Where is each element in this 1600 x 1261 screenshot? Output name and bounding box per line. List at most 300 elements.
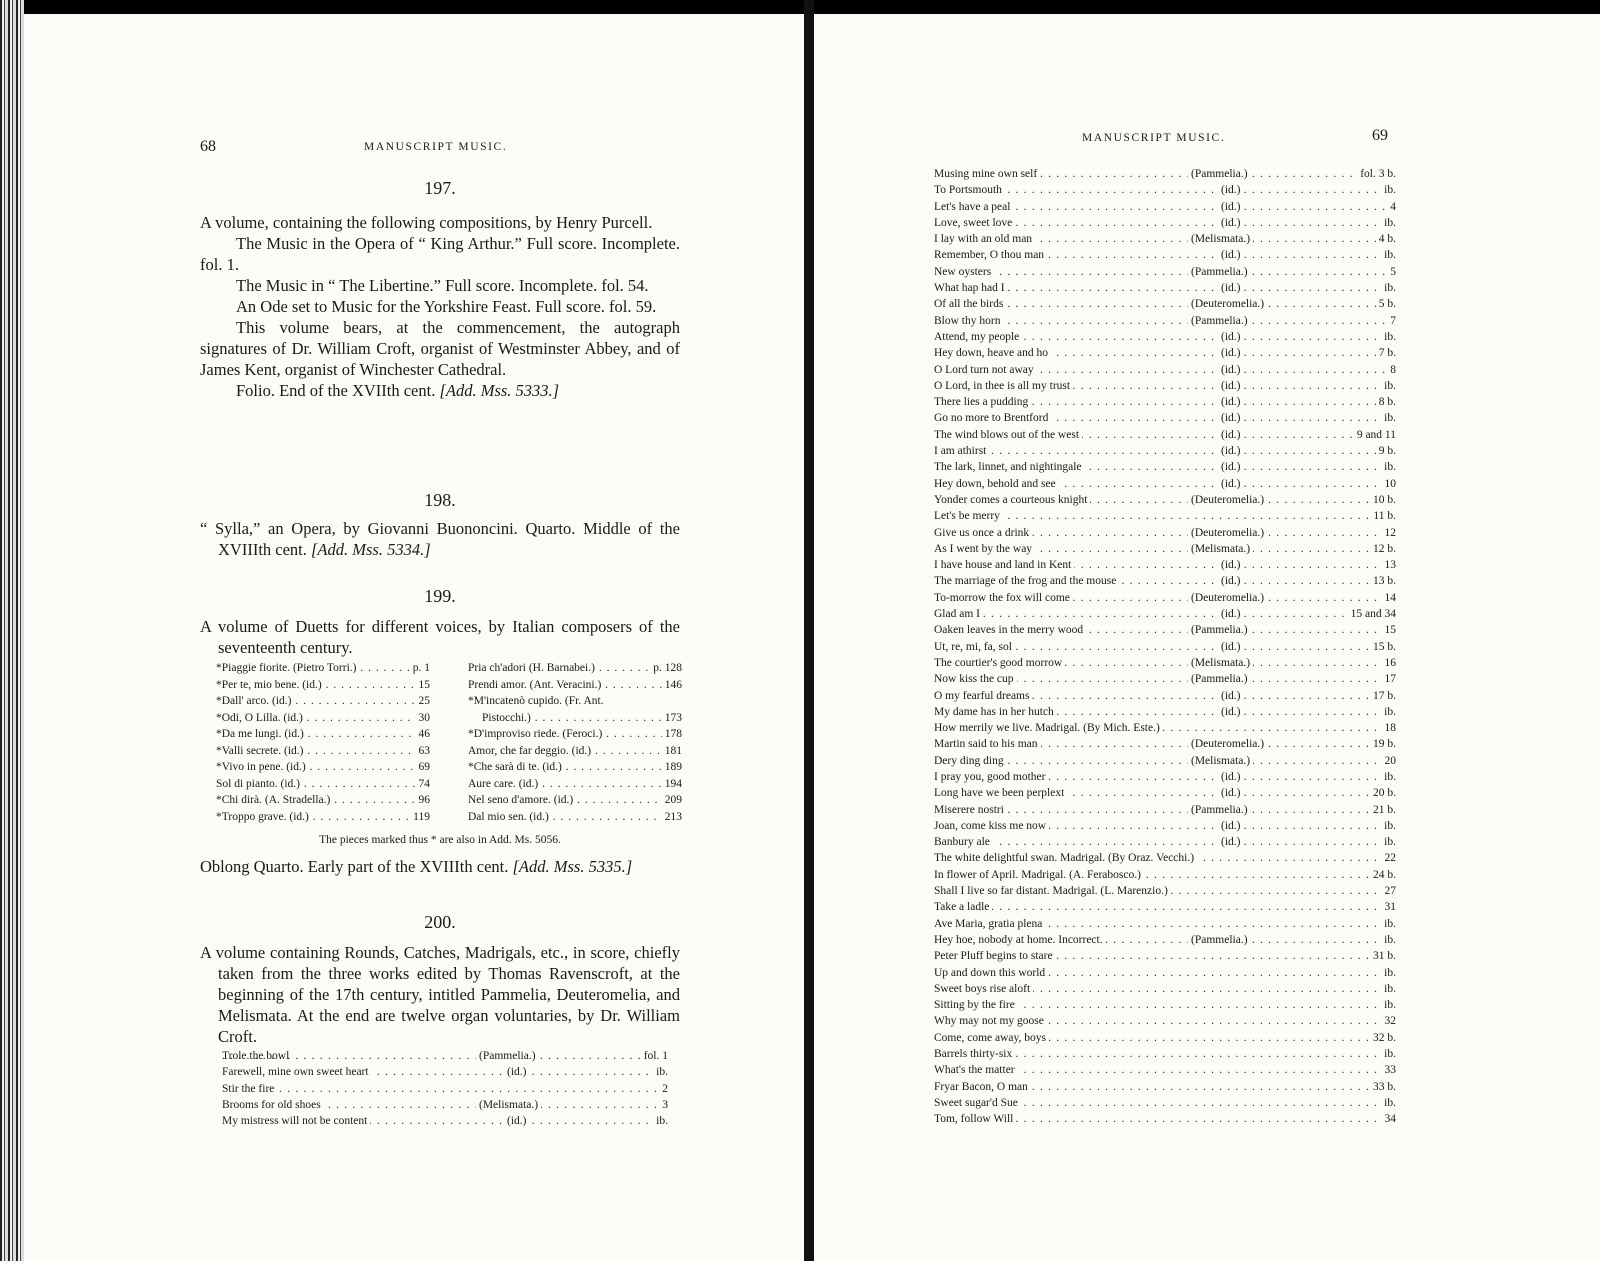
round-source: (id.) <box>1218 704 1243 720</box>
round-source: (id.) <box>1218 606 1243 622</box>
round-title: The lark, linnet, and nightingale <box>934 459 1085 475</box>
list-item <box>934 834 1396 850</box>
list-item <box>468 776 682 793</box>
duet-title: Sol di pianto. (id.) . . . <box>216 778 430 790</box>
round-folio: 14 <box>1382 590 1397 606</box>
round-list-left <box>222 1048 668 1129</box>
round-title: I lay with an old man <box>934 231 1035 247</box>
round-title: Love, sweet love <box>934 215 1015 231</box>
entry-number-198: 198. <box>424 490 456 510</box>
round-title: Barrels thirty-six <box>934 1046 1015 1062</box>
list-item <box>934 606 1396 622</box>
round-folio: ib. <box>1381 818 1396 834</box>
round-source: (id.) <box>1218 639 1243 655</box>
duet-page: 63 <box>416 743 431 760</box>
list-item <box>934 182 1396 198</box>
round-folio: ib. <box>1381 247 1396 263</box>
duet-title: *Valli secrete. (id.) . . . <box>216 745 430 757</box>
list-item <box>934 899 1396 915</box>
round-folio: ib. <box>1381 410 1396 426</box>
round-folio: ib. <box>1381 329 1396 345</box>
list-item <box>934 622 1396 638</box>
list-item <box>468 660 682 677</box>
list-item <box>934 492 1396 508</box>
round-title: Give us once a drink <box>934 525 1032 541</box>
round-title: Now kiss the cup <box>934 671 1017 687</box>
list-item <box>934 313 1396 329</box>
list-item <box>216 792 430 809</box>
page-number: 69 <box>1372 127 1388 144</box>
list-item <box>468 743 682 760</box>
duet-page: 209 <box>662 792 682 809</box>
list-item <box>934 329 1396 345</box>
round-folio: 21 b. <box>1370 802 1396 818</box>
list-item <box>468 726 682 743</box>
list-item <box>934 215 1396 231</box>
duet-page: p. 128 <box>650 660 682 677</box>
round-source: (id.) <box>1218 362 1243 378</box>
round-title: Shall I live so far distant. Madrigal. (L. Marenzio.) <box>934 883 1171 899</box>
round-title: I am athirst <box>934 443 989 459</box>
round-folio: 12 b. <box>1370 541 1396 557</box>
list-item <box>934 883 1396 899</box>
duet-title: *Odi, O Lilla. (id.) . . . <box>216 712 430 724</box>
list-item <box>468 710 682 727</box>
list-item <box>934 362 1396 378</box>
round-folio: 32 b. <box>1370 1030 1396 1046</box>
round-source: (Pammelia.) <box>1188 313 1251 329</box>
round-folio: 13 <box>1382 557 1397 573</box>
round-source: (Melismata.) <box>1188 753 1253 769</box>
list-item <box>216 759 430 776</box>
round-title: My mistress will not be content <box>222 1113 370 1129</box>
round-source: (Pammelia.) <box>476 1048 539 1064</box>
list-item <box>934 508 1396 524</box>
round-folio: 31 b. <box>1370 948 1396 964</box>
round-source: (Deuteromelia.) <box>1188 296 1267 312</box>
round-folio: ib. <box>1381 769 1396 785</box>
duet-page: 25 <box>416 693 431 710</box>
list-item <box>934 199 1396 215</box>
round-source: (id.) <box>504 1064 529 1080</box>
round-list-right <box>934 166 1396 1128</box>
duet-title: Pistocchi.) . . . <box>468 712 682 724</box>
round-source: (Pammelia.) <box>1188 166 1251 182</box>
list-item <box>934 720 1396 736</box>
round-source: (id.) <box>1218 427 1243 443</box>
duet-title: *D'improviso riede. (Feroci.) . . . <box>468 728 682 740</box>
list-item <box>934 948 1396 964</box>
list-item <box>934 394 1396 410</box>
list-item <box>934 639 1396 655</box>
round-source: (id.) <box>1218 410 1243 426</box>
right-page <box>814 14 1600 1261</box>
round-source: (id.) <box>1218 378 1243 394</box>
round-source: (id.) <box>1218 443 1243 459</box>
round-folio: ib. <box>1381 981 1396 997</box>
round-folio: 17 b. <box>1370 688 1396 704</box>
round-source: (id.) <box>1218 215 1243 231</box>
list-item <box>216 710 430 727</box>
round-source: (Melismata.) <box>1188 655 1253 671</box>
duet-title: *Che sarà di te. (id.) . . . <box>468 761 682 773</box>
list-item <box>934 965 1396 981</box>
duet-page: 189 <box>662 759 682 776</box>
list-item <box>934 785 1396 801</box>
round-folio: ib. <box>1381 704 1396 720</box>
round-title: The marriage of the frog and the mouse <box>934 573 1119 589</box>
round-source: (id.) <box>504 1113 529 1129</box>
list-item <box>934 1046 1396 1062</box>
list-item <box>468 759 682 776</box>
duet-page: 181 <box>662 743 682 760</box>
round-source: (id.) <box>1218 834 1243 850</box>
duet-title: *Piaggie fiorite. (Pietro Torri.) . . . <box>216 662 430 674</box>
list-item <box>216 776 430 793</box>
round-folio: 9 b. <box>1376 443 1396 459</box>
list-item <box>934 476 1396 492</box>
list-item <box>222 1048 668 1064</box>
round-title: Up and down this world <box>934 965 1048 981</box>
round-source: (id.) <box>1218 394 1243 410</box>
entry-number-199: 199. <box>424 586 456 606</box>
round-source: (id.) <box>1218 459 1243 475</box>
list-item <box>934 932 1396 948</box>
duet-page: 46 <box>416 726 431 743</box>
round-title: Hey hoe, nobody at home. Incorrect. <box>934 932 1106 948</box>
list-item <box>468 677 682 694</box>
round-folio: ib. <box>1381 932 1396 948</box>
duet-page: 119 <box>410 809 430 826</box>
list-item <box>934 1095 1396 1111</box>
round-folio: ib. <box>1381 182 1396 198</box>
round-folio: 31 <box>1382 899 1397 915</box>
list-item <box>934 655 1396 671</box>
round-folio: 11 b. <box>1370 508 1396 524</box>
round-title: O Lord turn not away <box>934 362 1037 378</box>
round-title: Blow thy horn <box>934 313 1003 329</box>
round-source: (Pammelia.) <box>1188 802 1251 818</box>
entry-197-item: The Music in the Opera of “ King Arthur.” Full score. Incomplete. fol. 1. <box>200 234 680 274</box>
list-item <box>934 688 1396 704</box>
duet-title: Pria ch'adori (H. Barnabei.) . . . <box>468 662 682 674</box>
running-head: MANUSCRIPT MUSIC. <box>1082 132 1226 144</box>
round-title: To Portsmouth <box>934 182 1005 198</box>
round-folio: ib. <box>653 1113 668 1129</box>
round-source: (id.) <box>1218 182 1243 198</box>
round-folio: 22 <box>1382 850 1397 866</box>
round-title: Banbury ale <box>934 834 993 850</box>
list-item <box>934 1111 1396 1127</box>
round-title: New oysters <box>934 264 994 280</box>
round-folio: ib. <box>1381 997 1396 1013</box>
round-folio: 9 and 11 <box>1354 427 1396 443</box>
round-folio: ib. <box>1381 965 1396 981</box>
left-page <box>24 14 804 1261</box>
round-source: (Melismata.) <box>1188 231 1253 247</box>
book-spine <box>804 0 814 1261</box>
round-folio: ib. <box>1381 280 1396 296</box>
round-folio: fol. 3 b. <box>1357 166 1396 182</box>
duet-column-right <box>468 660 682 825</box>
list-item <box>934 802 1396 818</box>
round-source: (Pammelia.) <box>1188 264 1251 280</box>
list-item <box>216 677 430 694</box>
round-title: Joan, come kiss me now <box>934 818 1049 834</box>
round-source: (Pammelia.) <box>1188 671 1251 687</box>
round-title: How merrily we live. Madrigal. (By Mich. Este.) <box>934 720 1163 736</box>
list-item <box>934 997 1396 1013</box>
round-source: (id.) <box>1218 769 1243 785</box>
round-folio: 5 b. <box>1376 296 1396 312</box>
list-item <box>934 769 1396 785</box>
round-title: Let's be merry <box>934 508 1003 524</box>
round-title: The white delightful swan. Madrigal. (By Oraz. Vecchi.) <box>934 850 1197 866</box>
list-item <box>934 818 1396 834</box>
round-title: Come, come away, boys <box>934 1030 1049 1046</box>
round-folio: 33 b. <box>1370 1079 1396 1095</box>
list-item <box>934 1062 1396 1078</box>
list-item <box>934 704 1396 720</box>
list-item <box>468 792 682 809</box>
duet-title: *Chi dirà. (A. Stradella.) . . . <box>216 794 430 806</box>
round-title: The wind blows out of the west <box>934 427 1082 443</box>
list-item <box>934 916 1396 932</box>
round-folio: 4 <box>1387 199 1396 215</box>
list-item <box>222 1081 668 1097</box>
round-folio: ib. <box>1381 459 1396 475</box>
round-title: Remember, O thou man <box>934 247 1047 263</box>
list-item <box>934 264 1396 280</box>
list-item <box>934 378 1396 394</box>
running-head: MANUSCRIPT MUSIC. <box>364 141 508 153</box>
round-source: (id.) <box>1218 345 1243 361</box>
entry-199-desc: Oblong Quarto. Early part of the XVIIIth cent. <box>200 857 509 876</box>
list-item <box>934 459 1396 475</box>
round-title: I have house and land in Kent <box>934 557 1074 573</box>
entry-197-note: This volume bears, at the commencement, the autograph signatures of Dr. William Croft, organist of Westminster Abbey, and of James Kent, organist of Winchester Cathedral. <box>200 318 680 379</box>
round-source: (Pammelia.) <box>1188 932 1251 948</box>
round-folio: 27 <box>1382 883 1397 899</box>
round-source: (id.) <box>1218 247 1243 263</box>
round-title: To-morrow the fox will come <box>934 590 1073 606</box>
round-title: Sweet boys rise aloft <box>934 981 1033 997</box>
list-item <box>216 660 430 677</box>
round-folio: 20 b. <box>1370 785 1396 801</box>
list-item <box>222 1064 668 1080</box>
round-folio: 15 b. <box>1370 639 1396 655</box>
round-source: (Deuteromelia.) <box>1188 736 1267 752</box>
round-folio: 10 b. <box>1370 492 1396 508</box>
round-title: O Lord, in thee is all my trust <box>934 378 1073 394</box>
list-item <box>468 809 682 826</box>
duet-page: 96 <box>416 792 431 809</box>
round-title: My dame has in her hutch <box>934 704 1057 720</box>
round-source: (Deuteromelia.) <box>1188 492 1267 508</box>
duet-page: 146 <box>662 677 682 694</box>
round-title: There lies a pudding <box>934 394 1031 410</box>
round-title: What's the matter <box>934 1062 1018 1078</box>
duet-title: *Troppo grave. (id.) . . . <box>216 811 430 823</box>
duet-page: 15 <box>416 677 431 694</box>
duet-title: Nel seno d'amore. (id.) . . . <box>468 794 682 806</box>
round-folio: 4 b. <box>1376 231 1396 247</box>
round-source: (id.) <box>1218 818 1243 834</box>
round-source: (id.) <box>1218 329 1243 345</box>
list-item <box>934 247 1396 263</box>
entry-200-intro-text: A volume containing Rounds, Catches, Madrigals, etc., in score, chiefly taken from the three works edited by Thomas Ravenscroft, at the beginning of the 17th century, intitled Pammelia, Deuteromelia, and Melismata. At the end are twelve organ voluntaries, by Dr. William Croft. <box>200 943 680 1046</box>
duet-title: Aure care. (id.) . . . <box>468 778 682 790</box>
duet-page: 173 <box>662 710 682 727</box>
round-title: Tom, follow Will <box>934 1111 1016 1127</box>
entry-198-ref: [Add. Mss. 5334.] <box>311 540 431 559</box>
entry-number-200: 200. <box>424 912 456 932</box>
round-folio: 8 <box>1387 362 1396 378</box>
round-title: The courtier's good morrow <box>934 655 1065 671</box>
marked-note: The pieces marked thus * are also in Add. Ms. 5056. <box>319 834 561 846</box>
round-title: Miserere nostri <box>934 802 1007 818</box>
list-item <box>934 850 1396 866</box>
round-source: (Pammelia.) <box>1188 622 1251 638</box>
round-title: Musing mine own self <box>934 166 1040 182</box>
list-item <box>934 1079 1396 1095</box>
round-folio: 7 b. <box>1376 345 1396 361</box>
list-item <box>934 410 1396 426</box>
round-folio: ib. <box>1381 1095 1396 1111</box>
round-title: Go no more to Brentford <box>934 410 1051 426</box>
list-item <box>934 166 1396 182</box>
round-folio: 5 <box>1387 264 1396 280</box>
round-folio: ib. <box>653 1064 668 1080</box>
round-folio: 15 and 34 <box>1348 606 1396 622</box>
round-folio: fol. 1 <box>641 1048 668 1064</box>
round-folio: ib. <box>1381 1046 1396 1062</box>
round-title: O my fearful dreams <box>934 688 1032 704</box>
list-item <box>934 443 1396 459</box>
round-title: Take a ladle <box>934 899 992 915</box>
round-title: Oaken leaves in the merry wood <box>934 622 1086 638</box>
round-folio: 20 <box>1382 753 1397 769</box>
entry-197-item: An Ode set to Music for the Yorkshire Feast. Full score. fol. 59. <box>236 297 657 316</box>
entry-197 <box>200 212 680 401</box>
list-item <box>934 1013 1396 1029</box>
round-folio: 33 <box>1382 1062 1397 1078</box>
list-item <box>216 726 430 743</box>
round-title: Hey down, behold and see <box>934 476 1059 492</box>
duet-title: *Da me lungi. (id.) . . . <box>216 728 430 740</box>
list-item <box>934 671 1396 687</box>
round-folio: 2 <box>659 1081 668 1097</box>
round-folio: 32 <box>1382 1013 1397 1029</box>
duet-column-left <box>216 660 430 825</box>
list-item <box>934 736 1396 752</box>
round-title: I pray you, good mother <box>934 769 1048 785</box>
duet-page: 194 <box>662 776 682 793</box>
page-number: 68 <box>200 138 216 155</box>
list-item <box>934 345 1396 361</box>
entry-199-footer <box>200 856 680 877</box>
entry-197-item: The Music in “ The Libertine.” Full score. Incomplete. fol. 54. <box>236 276 649 295</box>
list-item <box>934 573 1396 589</box>
round-source: (id.) <box>1218 785 1243 801</box>
entry-199-intro-text: A volume of Duetts for different voices, by Italian composers of the seventeenth century. <box>200 617 680 657</box>
round-title: Brooms for old shoes <box>222 1097 324 1113</box>
duet-page: 178 <box>662 726 682 743</box>
round-source: (Deuteromelia.) <box>1188 590 1267 606</box>
round-title: What hap had I <box>934 280 1008 296</box>
list-item <box>216 743 430 760</box>
list-item <box>934 557 1396 573</box>
duet-page: 30 <box>416 710 431 727</box>
round-title: Farewell, mine own sweet heart <box>222 1064 372 1080</box>
list-item <box>934 427 1396 443</box>
duet-title: Prendi amor. (Ant. Veracini.) . . . <box>468 679 682 691</box>
round-title: Ave Maria, gratia plena <box>934 916 1045 932</box>
round-source: (id.) <box>1218 476 1243 492</box>
round-title: Why may not my goose <box>934 1013 1047 1029</box>
round-title: Sweet sugar'd Sue <box>934 1095 1021 1111</box>
list-item <box>934 753 1396 769</box>
round-source: (id.) <box>1218 280 1243 296</box>
entry-197-desc: Folio. End of the XVIIth cent. <box>236 381 436 400</box>
round-folio: 3 <box>659 1097 668 1113</box>
round-folio: 17 <box>1382 671 1397 687</box>
round-title: Peter Pluff begins to stare <box>934 948 1056 964</box>
duet-title: *Dall' arco. (id.) . . . <box>216 695 430 707</box>
round-source: (Melismata.) <box>476 1097 541 1113</box>
round-folio: ib. <box>1381 378 1396 394</box>
round-title: Long have we been perplext <box>934 785 1067 801</box>
round-source: (Deuteromelia.) <box>1188 525 1267 541</box>
round-title: Fryar Bacon, O man <box>934 1079 1031 1095</box>
list-item <box>222 1097 668 1113</box>
duet-title: Amor, che far deggio. (id.) . . . <box>468 745 682 757</box>
list-item <box>934 590 1396 606</box>
round-title: In flower of April. Madrigal. (A. Ferabosco.) <box>934 867 1144 883</box>
list-item <box>934 541 1396 557</box>
round-folio: ib. <box>1381 215 1396 231</box>
round-folio: 18 <box>1382 720 1397 736</box>
round-title: Ut, re, mi, fa, sol <box>934 639 1015 655</box>
list-item <box>934 867 1396 883</box>
round-folio: ib. <box>1381 916 1396 932</box>
entry-198 <box>200 518 680 560</box>
round-folio: 13 b. <box>1370 573 1396 589</box>
duet-page: 74 <box>416 776 431 793</box>
round-title: Stir the fire <box>222 1081 277 1097</box>
round-folio: ib. <box>1381 834 1396 850</box>
entry-number-197: 197. <box>424 178 456 198</box>
round-folio: 34 <box>1382 1111 1397 1127</box>
entry-198-text: “ Sylla,” an Opera, by Giovanni Buononcini. Quarto. Middle of the XVIIIth cent. <box>200 519 680 559</box>
list-item <box>934 525 1396 541</box>
round-title: Attend, my people <box>934 329 1022 345</box>
duet-title: *Vivo in pene. (id.) . . . <box>216 761 430 773</box>
round-title: Trole the bowl <box>222 1050 290 1062</box>
list-item <box>222 1113 668 1129</box>
round-source: (Melismata.) <box>1188 541 1253 557</box>
round-title: Glad am I <box>934 606 983 622</box>
round-source: (id.) <box>1218 199 1243 215</box>
list-item <box>934 296 1396 312</box>
entry-200-intro <box>200 942 680 1047</box>
round-title: Dery ding ding <box>934 753 1007 769</box>
round-folio: 12 <box>1382 525 1397 541</box>
book-edge <box>0 0 24 1261</box>
round-folio: 8 b. <box>1376 394 1396 410</box>
round-title: Sitting by the fire <box>934 997 1018 1013</box>
round-source: (id.) <box>1218 573 1243 589</box>
